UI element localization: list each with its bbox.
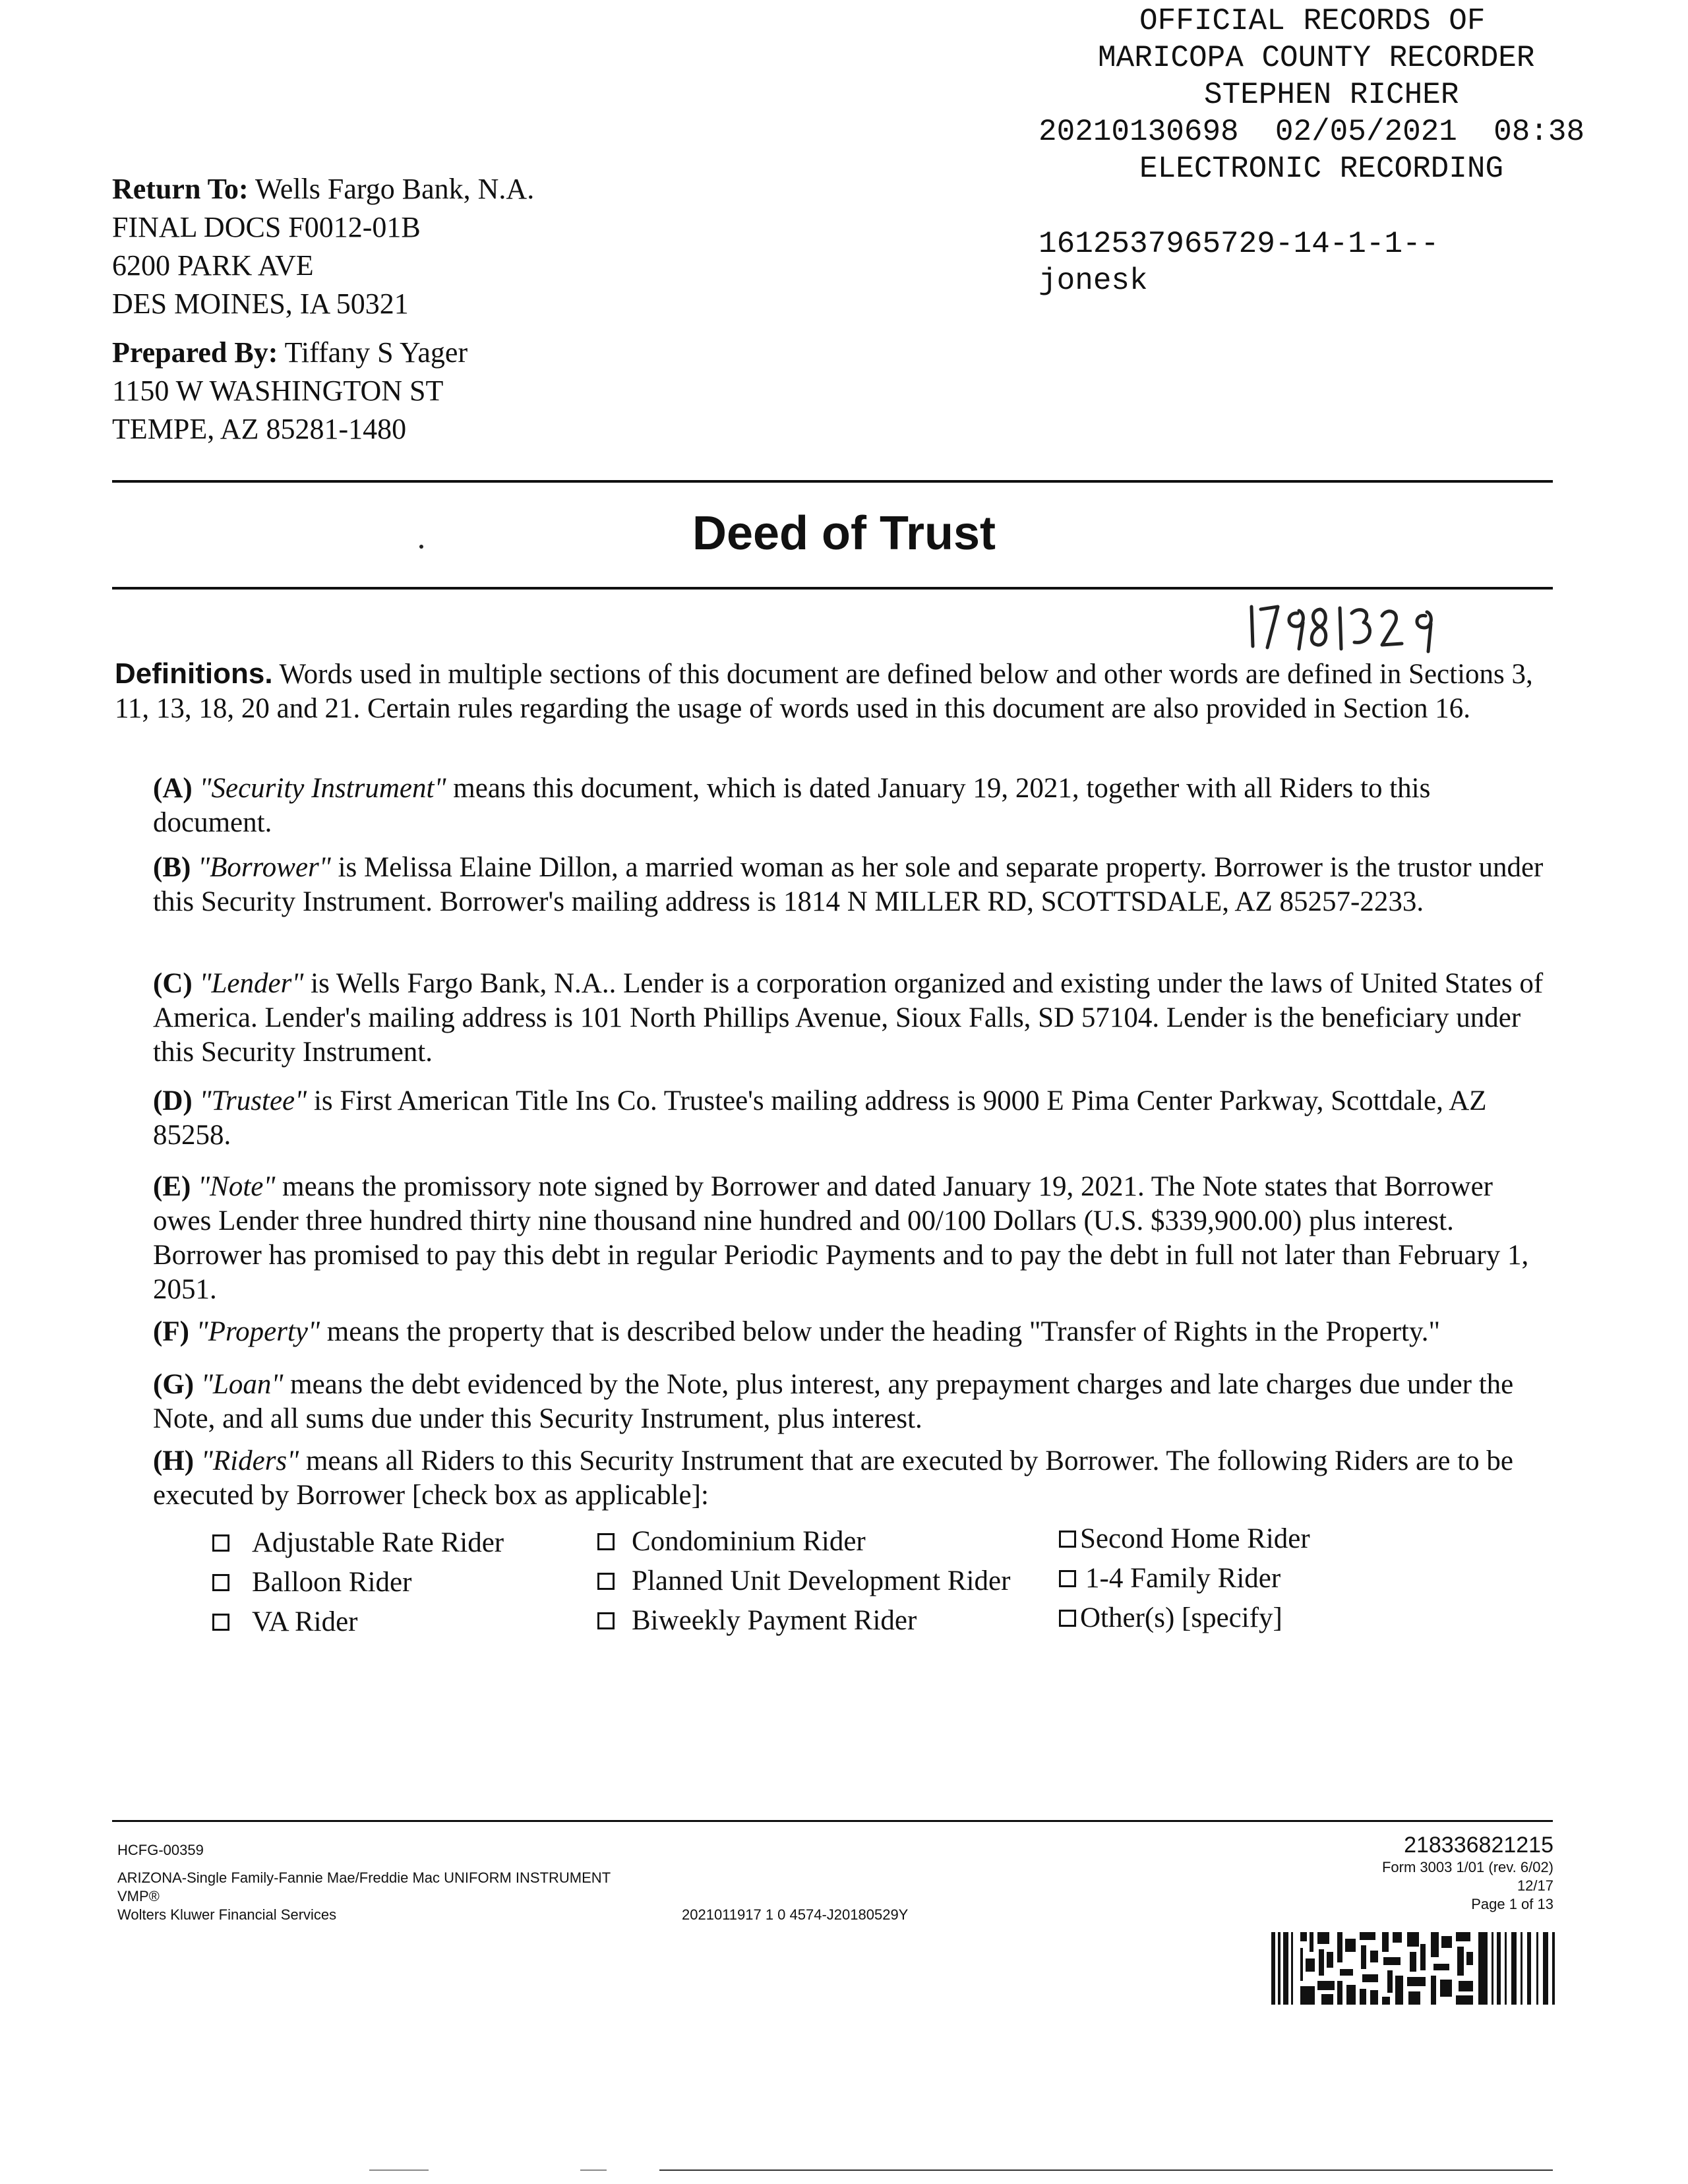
footer-loan-number: 218336821215 — [1404, 1833, 1553, 1858]
rider-va[interactable] — [212, 1602, 357, 1642]
definitions-heading: Definitions. — [115, 657, 273, 690]
rider-other[interactable] — [1059, 1598, 1282, 1638]
rider-label: Balloon Rider — [252, 1567, 412, 1598]
definition-text: means this document, which is dated January 19, 2021, together with all Riders to this document. — [153, 773, 1431, 838]
prepared-by-block — [112, 334, 467, 448]
rider-label: Other(s) [specify] — [1080, 1602, 1282, 1633]
footer-doc-id: 2021011917 1 0 4574-J20180529Y — [682, 1906, 909, 1923]
rider-label: Adjustable Rate Rider — [252, 1527, 504, 1558]
checkbox-icon[interactable] — [597, 1533, 615, 1550]
prepared-by-label: Prepared By: — [112, 336, 278, 369]
definition-tag: (D) — [153, 1085, 193, 1116]
definition-item-d — [153, 1084, 1551, 1153]
footer-form-number: Form 3003 1/01 (rev. 6/02) — [1381, 1859, 1553, 1875]
definition-item-c — [153, 967, 1551, 1070]
definition-term: "Trustee" — [199, 1085, 307, 1116]
definition-item-a — [153, 772, 1551, 840]
scan-artifact-line — [659, 2169, 1553, 2171]
rider-label: 1-4 Family Rider — [1085, 1563, 1281, 1594]
stray-dot — [419, 545, 423, 549]
scan-artifact-dash — [369, 2169, 429, 2171]
rider-label: VA Rider — [252, 1606, 358, 1637]
footer-instrument: ARIZONA-Single Family-Fannie Mae/Freddie Mac UNIFORM INSTRUMENT — [117, 1869, 611, 1886]
definition-text: is Melissa Elaine Dillon, a married woman as her sole and separate property. Borrower is the trustor under this Security Instrument. Borrower's mailing address is 1814 N MILLER RD, SCOTTSDALE, AZ 85257-2233. — [153, 852, 1544, 917]
barcode-image — [1271, 1932, 1555, 2005]
footer-page-number: Page 1 of 13 — [1471, 1896, 1553, 1912]
definition-item-h — [153, 1444, 1551, 1513]
return-to-line3: 6200 PARK AVE — [112, 249, 314, 282]
checkbox-icon[interactable] — [212, 1534, 229, 1552]
definition-item-b — [153, 851, 1551, 919]
recording-number-date-time: 20210130698 02/05/2021 08:38 — [1039, 115, 1585, 149]
rider-biweekly-payment[interactable] — [597, 1601, 917, 1641]
definition-tag: (B) — [153, 852, 191, 883]
recorder-stamp-line5: ELECTRONIC RECORDING — [1139, 152, 1504, 186]
recorder-user: jonesk — [1039, 264, 1148, 298]
recorder-stamp-line1: OFFICIAL RECORDS OF — [1139, 4, 1486, 38]
return-to-line1: Wells Fargo Bank, N.A. — [255, 173, 535, 205]
definition-item-f — [153, 1315, 1551, 1349]
checkbox-icon[interactable] — [1059, 1610, 1076, 1627]
checkbox-icon[interactable] — [1059, 1570, 1076, 1587]
checkbox-icon[interactable] — [597, 1573, 615, 1590]
definition-term: "Lender" — [199, 968, 304, 999]
return-to-line2: FINAL DOCS F0012-01B — [112, 211, 421, 243]
footer-rule — [112, 1820, 1553, 1822]
document-title: Deed of Trust — [692, 507, 996, 560]
footer-form-code: HCFG-00359 — [117, 1842, 204, 1858]
footer-vmp: VMP® — [117, 1888, 160, 1904]
recording-id: 1612537965729-14-1-1-- — [1039, 227, 1439, 261]
rider-adjustable-rate[interactable] — [212, 1523, 504, 1563]
definition-tag: (H) — [153, 1445, 195, 1476]
checkbox-icon[interactable] — [212, 1574, 229, 1591]
footer-publisher: Wolters Kluwer Financial Services — [117, 1906, 337, 1923]
rider-condominium[interactable] — [597, 1522, 866, 1562]
definition-term: "Riders" — [200, 1445, 299, 1476]
definition-term: "Loan" — [200, 1369, 284, 1400]
footer-left — [117, 1841, 611, 1924]
definition-tag: (F) — [153, 1316, 189, 1347]
return-to-block — [112, 170, 534, 323]
title-rule-top — [112, 480, 1553, 483]
footer-right — [1382, 1832, 1553, 1914]
definition-item-e — [153, 1170, 1551, 1307]
definition-text: means all Riders to this Security Instrument that are executed by Borrower. The following Riders are to be executed by Borrower [check box as applicable]: — [153, 1445, 1513, 1511]
rider-1-4-family[interactable] — [1059, 1559, 1281, 1598]
rider-balloon[interactable] — [212, 1563, 411, 1602]
definition-term: "Borrower" — [198, 852, 331, 883]
footer-revision: 12/17 — [1517, 1877, 1553, 1894]
definition-item-g — [153, 1368, 1551, 1436]
definition-tag: (A) — [153, 773, 193, 804]
definition-text: is First American Title Ins Co. Trustee's mailing address is 9000 E Pima Center Parkway, Scottdale, AZ 85258. — [153, 1085, 1487, 1151]
checkbox-icon[interactable] — [212, 1614, 229, 1631]
definition-term: "Property" — [196, 1316, 320, 1347]
definitions-intro-text: Words used in multiple sections of this document are defined below and other words are defined in Sections 3, 11, 13, 18, 20 and 21. Certain rules regarding the usage of words used in this document are also provided in Section 16. — [115, 659, 1533, 724]
definition-text: means the promissory note signed by Borrower and dated January 19, 2021. The Note states that Borrower owes Lender three hundred thirty nine thousand nine hundred and 00/100 Dollars (U.S. $339,900.00) plus interest. Borrower has promised to pay this debt in regular Periodic Payments and to pay the debt in full not later than February 1, 2051. — [153, 1171, 1529, 1305]
definition-tag: (E) — [153, 1171, 191, 1202]
definition-tag: (C) — [153, 968, 193, 999]
prepared-by-line3: TEMPE, AZ 85281-1480 — [112, 413, 407, 445]
scan-artifact-dash — [580, 2169, 607, 2171]
definition-term: "Security Instrument" — [199, 773, 446, 804]
definition-text: is Wells Fargo Bank, N.A.. Lender is a corporation organized and existing under the laws of United States of America. Lender's mailing address is 101 North Phillips Avenue, Sioux Falls, SD 57104. Lender is the beneficiary under this Security Instrument. — [153, 968, 1544, 1068]
definition-tag: (G) — [153, 1369, 195, 1400]
recorder-stamp-line2: MARICOPA COUNTY RECORDER — [1098, 41, 1535, 75]
checkbox-icon[interactable] — [1059, 1531, 1076, 1548]
definitions-intro — [115, 657, 1552, 726]
definition-term: "Note" — [198, 1171, 276, 1202]
return-to-line4: DES MOINES, IA 50321 — [112, 288, 409, 320]
rider-label: Second Home Rider — [1080, 1523, 1310, 1554]
prepared-by-line1: Tiffany S Yager — [284, 336, 468, 369]
checkbox-icon[interactable] — [597, 1612, 615, 1629]
definition-text: means the property that is described below under the heading "Transfer of Rights in the Property." — [320, 1316, 1441, 1347]
recorder-stamp-line3: STEPHEN RICHER — [1204, 78, 1459, 112]
rider-label: Biweekly Payment Rider — [632, 1605, 917, 1636]
rider-planned-unit-development[interactable] — [597, 1562, 1010, 1601]
rider-label: Planned Unit Development Rider — [632, 1565, 1011, 1596]
title-rule-bottom — [112, 587, 1553, 590]
handwritten-file-number — [1246, 593, 1464, 659]
return-to-label: Return To: — [112, 173, 249, 205]
rider-second-home[interactable] — [1059, 1519, 1310, 1559]
rider-label: Condominium Rider — [632, 1526, 866, 1557]
definition-text: means the debt evidenced by the Note, plus interest, any prepayment charges and late charges due under the Note, and all sums due under this Security Instrument, plus interest. — [153, 1369, 1514, 1434]
prepared-by-line2: 1150 W WASHINGTON ST — [112, 375, 444, 407]
